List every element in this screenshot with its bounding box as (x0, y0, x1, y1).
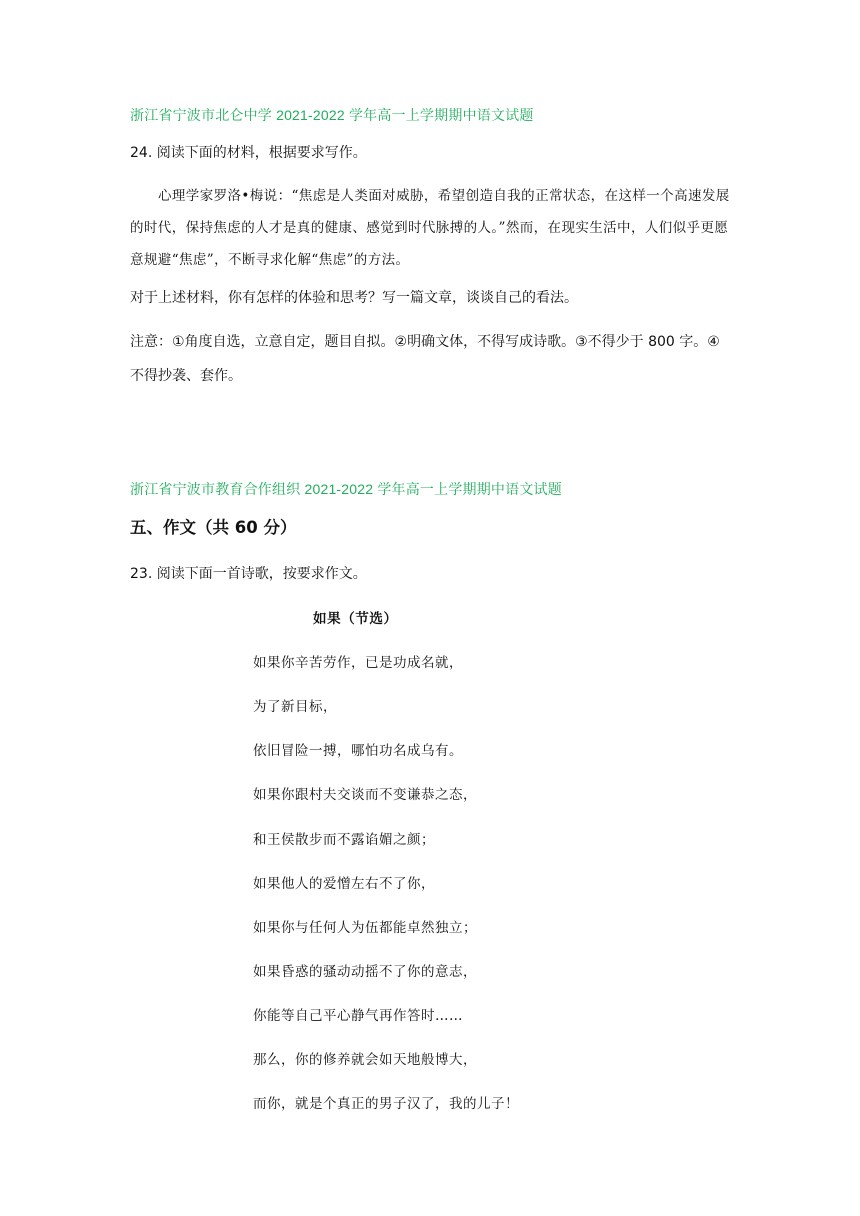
writing-prompt: 对于上述材料，你有怎样的体验和思考？写一篇文章，谈谈自己的看法。 (130, 290, 578, 306)
poem-line: 依旧冒险一搏，哪怕功名成乌有。 (253, 743, 463, 759)
poem-title: 如果（节选） (313, 611, 398, 627)
poem-line: 和王侯散步而不露谄媚之颜； (253, 832, 435, 848)
section-heading: 五、作文（共 60 分） (130, 518, 297, 537)
material-paragraph: 心理学家罗洛•梅说：“焦虑是人类面对威胁，希望创造自我的正常状态，在这样一个高速发展的时代，保持焦虑的人才是真的健康、感觉到时代脉搏的人。”然而，在现实生活中，人们似乎更愿意规避“焦虑”，不断寻求化解“焦虑”的方法。 (130, 188, 730, 268)
poem-line: 而你，就是个真正的男子汉了，我的儿子！ (253, 1096, 519, 1112)
poem-line: 为了新目标， (253, 699, 337, 715)
poem-line: 如果你跟村夫交谈而不变谦恭之态， (253, 787, 477, 803)
poem-line: 你能等自己平心静气再作答时…… (253, 1008, 463, 1024)
question-24: 24. 阅读下面的材料，根据要求写作。 (130, 145, 367, 161)
poem-line: 如果你与任何人为伍都能卓然独立； (253, 920, 477, 936)
poem-line: 如果你辛苦劳作，已是功成名就， (253, 655, 463, 671)
writing-notice: 注意：①角度自选，立意自定，题目自拟。②明确文体，不得写成诗歌。③不得少于 800 字。④不得抄袭、套作。 (130, 334, 720, 384)
poem-line: 如果昏惑的骚动动摇不了你的意志， (253, 964, 477, 980)
poem-line: 那么，你的修养就会如天地般博大， (253, 1052, 477, 1068)
question-23: 23. 阅读下面一首诗歌，按要求作文。 (130, 566, 367, 582)
source-line-1: 浙江省宁波市北仑中学 2021-2022 学年高一上学期期中语文试题 (130, 107, 534, 123)
source-line-2: 浙江省宁波市教育合作组织 2021-2022 学年高一上学期期中语文试题 (130, 481, 562, 497)
poem-line: 如果他人的爱憎左右不了你， (253, 876, 435, 892)
